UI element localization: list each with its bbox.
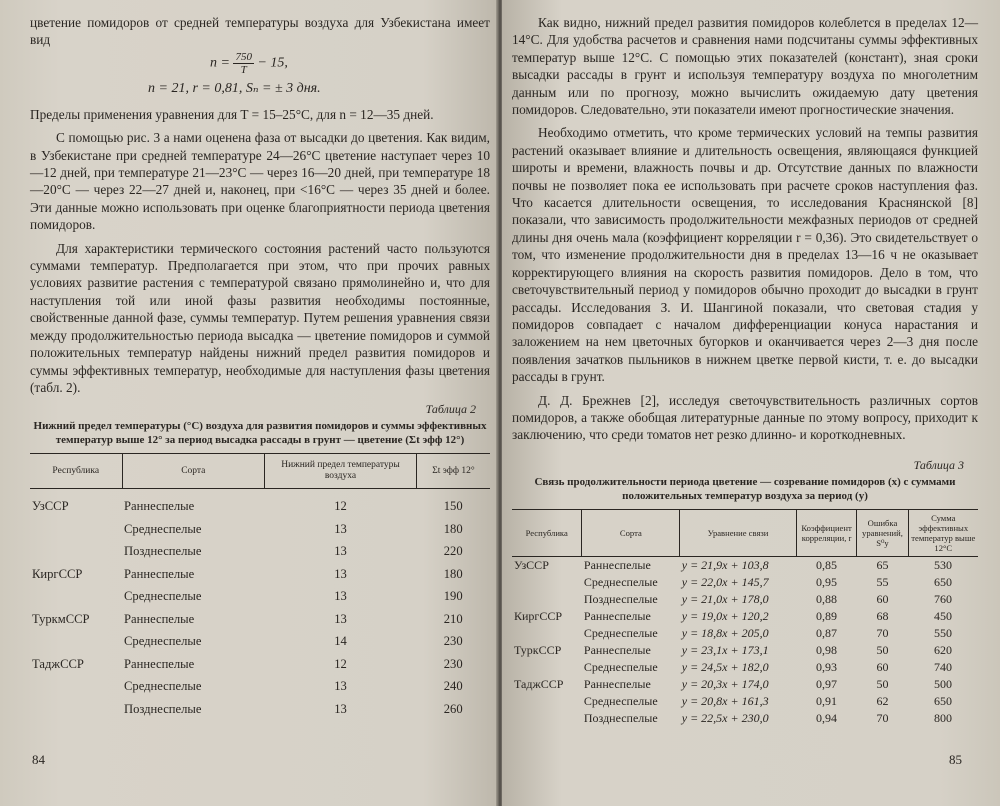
table-cell: 0,87 <box>816 625 838 640</box>
table-cell: 0,88 <box>816 591 838 606</box>
table-cell: 62 <box>876 693 889 708</box>
table-cell: Среднеспелые <box>124 634 202 649</box>
table3-header: Коэффициент корреляции, r <box>796 509 857 556</box>
table-cell: y = 22,5x + 230,0 <box>681 710 769 725</box>
table-cell: Среднеспелые <box>583 574 658 589</box>
table2-caption: Нижний предел температуры (°C) воздуха для развития помидоров и суммы эффективных температур выше 12° за период высадка рассады в грунт — цветение (Σt эфф 12°) <box>33 420 487 447</box>
table3-header: Республика <box>512 509 582 556</box>
table-cell: 0,94 <box>816 710 838 725</box>
table-cell: 550 <box>934 625 953 640</box>
figure-paragraph: С помощью рис. 3 а нами оценена фаза от высадки до цветения. Как видим, в Узбекистане при средней температуре 24—26°C цветение наступает через 10—12 дней, при температуре 21—23°C — через 16—20 дней, при температуре 18—20°C — через 22—27 дней и, наконец, при <16°C — через 35 дней и более. Эти данные можно использовать при оценке благоприятности периода цветения помидоров. <box>30 130 490 233</box>
table-row <box>512 642 978 659</box>
table3-header: Сумма эффективных температур выше 12°C <box>908 509 978 556</box>
table-cell: 190 <box>443 589 463 604</box>
table-cell: Раннеспелые <box>124 499 195 514</box>
table-cell: 13 <box>334 701 347 716</box>
table2-body <box>30 489 490 721</box>
table-cell <box>30 698 122 721</box>
table-cell: Позднеспелые <box>583 591 658 606</box>
table-row <box>30 698 490 721</box>
table-row <box>30 518 490 541</box>
table-cell: y = 21,0x + 178,0 <box>681 591 769 606</box>
table-row <box>512 676 978 693</box>
table2-label: Таблица 2 <box>425 402 476 417</box>
table-cell <box>512 574 582 591</box>
table-cell: Среднеспелые <box>124 521 202 536</box>
table-cell: ТуркССР <box>514 642 562 657</box>
table-row <box>30 608 490 631</box>
table-row <box>30 489 490 518</box>
daylength-paragraph: Необходимо отметить, что кроме термических условий на темпы развития растений оказывает влияние и длительность освещения, являющаяся функцией широты и времени, влажность почвы и др. Отсутствие данных по влажности почвы не позволяет пока ее использовать при расчете сроков наступления фаз. Что касается длительности освещения, то исследования Краснянской [8] показали, что зависимость продолжительности межфазных периодов от средней длины дня очень мала (коэффициент корреляции r = 0,36). Это свидетельствует о том, что изменение продолжительности дня в пределах 13—16 ч не оказывает корректирующего влияния на скорость развития помидоров. Дело в том, что светочувствительный период у помидоров обычно проходит до высадки в грунт рассады. Исследования З. И. Шангиной показали, что световая стадия у помидоров совпадает с началом дифференциации конуса нарастания и заложением на нем цветочных бугорков и оканчивается через 2—3 дня после появления зачатков пыльников в нижнем цветке первой кисти, т. е. до высадки рассады в грунт. <box>512 125 978 385</box>
table3-header-row <box>512 509 978 556</box>
table-cell: Раннеспелые <box>583 642 651 657</box>
table-cell: ТаджССР <box>514 676 564 691</box>
table-cell <box>512 659 582 676</box>
table-cell: y = 20,8x + 161,3 <box>681 693 769 708</box>
table-cell: ТуркмССР <box>32 611 90 626</box>
table-cell: 230 <box>443 634 463 649</box>
table-row <box>512 710 978 727</box>
table-cell: 260 <box>443 701 463 716</box>
table-cell: Среднеспелые <box>124 679 202 694</box>
table-cell: 70 <box>876 625 889 640</box>
table-cell: 60 <box>876 659 889 674</box>
table-cell: 13 <box>334 566 347 581</box>
formula-stats: n = 21, r = 0,81, Sₙ = ± 3 дня. <box>148 80 321 96</box>
table-cell: 800 <box>934 710 953 725</box>
table-cell: y = 20,3x + 174,0 <box>681 676 769 691</box>
table3-caption: Связь продолжительности периода цветение — созревание помидоров (x) с суммами положительных температур воздуха за период (y) <box>534 475 956 502</box>
table-cell: y = 23,1x + 173,1 <box>681 642 769 657</box>
table-cell: 220 <box>443 544 463 559</box>
table-cell <box>30 675 122 698</box>
table-cell: 55 <box>876 574 889 589</box>
table-cell: 650 <box>934 574 953 589</box>
table-cell: 0,95 <box>816 574 838 589</box>
table-cell <box>30 540 122 563</box>
table-cell: 13 <box>334 589 347 604</box>
table2-header: Сорта <box>122 454 265 489</box>
table-cell: y = 18,8x + 205,0 <box>681 625 769 640</box>
table3-header: Ошибка уравнений, S⁰y <box>857 509 908 556</box>
table-cell: 0,97 <box>816 676 838 691</box>
table-cell: Раннеспелые <box>583 557 651 572</box>
table-row <box>30 675 490 698</box>
formula-n <box>30 51 490 76</box>
table-cell: 620 <box>934 642 953 657</box>
table-cell: Среднеспелые <box>583 659 658 674</box>
table-cell: Позднеспелые <box>124 544 202 559</box>
table-row <box>512 693 978 710</box>
fraction-numerator: 750 <box>235 50 252 63</box>
table-cell: y = 24,5x + 182,0 <box>681 659 769 674</box>
table-row <box>30 630 490 653</box>
formula-lhs: n = <box>210 55 230 71</box>
table-row <box>512 625 978 642</box>
table-row <box>30 563 490 586</box>
table-row <box>512 591 978 608</box>
table-cell: Раннеспелые <box>124 566 195 581</box>
table-cell: 150 <box>443 499 463 514</box>
formula-rhs: − 15, <box>257 55 288 71</box>
table-cell: y = 19,0x + 120,2 <box>681 608 769 623</box>
table-cell <box>512 625 582 642</box>
table-cell: 0,93 <box>816 659 838 674</box>
table-cell <box>30 585 122 608</box>
table-row <box>512 659 978 676</box>
table3-body <box>512 556 978 727</box>
table-cell: Раннеспелые <box>124 611 195 626</box>
table-cell: 180 <box>443 521 463 536</box>
table-cell <box>512 693 582 710</box>
intro-paragraph: цветение помидоров от средней температуры воздуха для Узбекистана имеет вид <box>30 15 490 48</box>
table-cell: 13 <box>334 611 347 626</box>
table-cell <box>30 630 122 653</box>
table-row <box>30 653 490 676</box>
table-cell: 13 <box>334 521 347 536</box>
table-cell: 13 <box>334 679 347 694</box>
table-cell: ТаджССР <box>32 656 84 671</box>
range-paragraph: Как видно, нижний предел развития помидоров колеблется в пределах 12—14°C. Для удобства расчетов и сравнения нами подсчитаны суммы эффективных температур выше 12°C. С помощью этих показателей (констант), зная сроки высадки рассады в грунт и используя температуру воздуха по многолетним данным или по прогнозу, можно вычислить ожидаемую дату цветения помидоров. Следовательно, эти показатели имеют прогностические значения. <box>512 15 978 118</box>
table2-header-row <box>30 454 490 489</box>
table-cell: y = 21,9x + 103,8 <box>681 557 769 572</box>
table-cell: 230 <box>443 656 463 671</box>
table-row <box>512 608 978 625</box>
table-cell: Среднеспелые <box>124 589 202 604</box>
table2-header: Нижний предел температуры воздуха <box>265 454 417 489</box>
table-cell <box>30 518 122 541</box>
table-cell: 50 <box>876 676 889 691</box>
table-cell: 240 <box>443 679 463 694</box>
page-85 <box>502 0 1000 806</box>
table-cell: 0,85 <box>816 557 838 572</box>
table-cell: 65 <box>876 557 889 572</box>
table-cell: y = 22,0x + 145,7 <box>681 574 769 589</box>
table-cell: 0,91 <box>816 693 838 708</box>
table3-header: Уравнение связи <box>680 509 797 556</box>
formula-fraction <box>233 51 254 76</box>
table3-header: Сорта <box>582 509 680 556</box>
sums-paragraph: Для характеристики термического состояния растений часто пользуются суммами температур. Предполагается при этом, что при прочих равных условиях развитие растения с температурой связано прямолинейно и, что для наступления той или иной фазы развития необходимы постоянные, свойственные данной фазе, суммы температур. Путем решения уравнения связи между продолжительностью периода высадка — цветение помидоров и суммой положительных температур найдены нижний предел развития помидоров и суммы эффективных температур, необходимые для наступления фазы цветения (табл. 2). <box>30 240 490 395</box>
table3 <box>512 509 978 727</box>
limits-paragraph: Пределы применения уравнения для T = 15–25°C, для n = 12—35 дней. <box>30 106 434 122</box>
table-cell: УзССР <box>32 499 69 514</box>
table-cell: КиргССР <box>32 566 83 581</box>
table-cell: 0,89 <box>816 608 838 623</box>
table-row <box>512 556 978 574</box>
table3-label: Таблица 3 <box>913 457 964 472</box>
table-cell: 650 <box>934 693 953 708</box>
fraction-denominator: T <box>240 63 247 76</box>
table-cell: Раннеспелые <box>124 656 195 671</box>
table-cell: 210 <box>443 611 463 626</box>
table2-header: Республика <box>30 454 122 489</box>
table-cell: 180 <box>443 566 463 581</box>
table-row <box>30 540 490 563</box>
table-cell: 70 <box>876 710 889 725</box>
table-row <box>512 574 978 591</box>
table-cell: 760 <box>934 591 953 606</box>
table-cell: Раннеспелые <box>583 608 651 623</box>
table-cell: 0,98 <box>816 642 838 657</box>
table-cell: 12 <box>334 656 347 671</box>
table-cell: 68 <box>876 608 889 623</box>
table-cell: 50 <box>876 642 889 657</box>
table-cell: 500 <box>934 676 953 691</box>
table-cell <box>512 591 582 608</box>
table-cell: Среднеспелые <box>583 625 658 640</box>
table-cell: 740 <box>934 659 953 674</box>
brezhnev-paragraph: Д. Д. Брежнев [2], исследуя светочувствительность различных сортов помидоров, а также обобщая литературные данные по этому вопросу, приходит к заключению, что среди томатов нет резко длинно- и короткодневных. <box>512 392 978 443</box>
page-84 <box>0 0 498 806</box>
table-cell: УзССР <box>514 557 549 572</box>
table2 <box>30 453 490 720</box>
page-number-right: 85 <box>949 752 962 767</box>
table-cell: КиргССР <box>514 608 563 623</box>
table-cell: Позднеспелые <box>124 701 202 716</box>
table-cell: Раннеспелые <box>583 676 651 691</box>
table2-header: Σt эфф 12° <box>416 454 490 489</box>
table-cell: 60 <box>876 591 889 606</box>
table-cell: 12 <box>334 499 347 514</box>
table-cell: 530 <box>934 557 953 572</box>
table-cell <box>512 710 582 727</box>
table-row <box>30 585 490 608</box>
page-number-left: 84 <box>32 752 45 767</box>
table-cell: 450 <box>934 608 953 623</box>
table-cell: Среднеспелые <box>583 693 658 708</box>
table-cell: 14 <box>334 634 347 649</box>
table-cell: Позднеспелые <box>583 710 658 725</box>
table-cell: 13 <box>334 544 347 559</box>
